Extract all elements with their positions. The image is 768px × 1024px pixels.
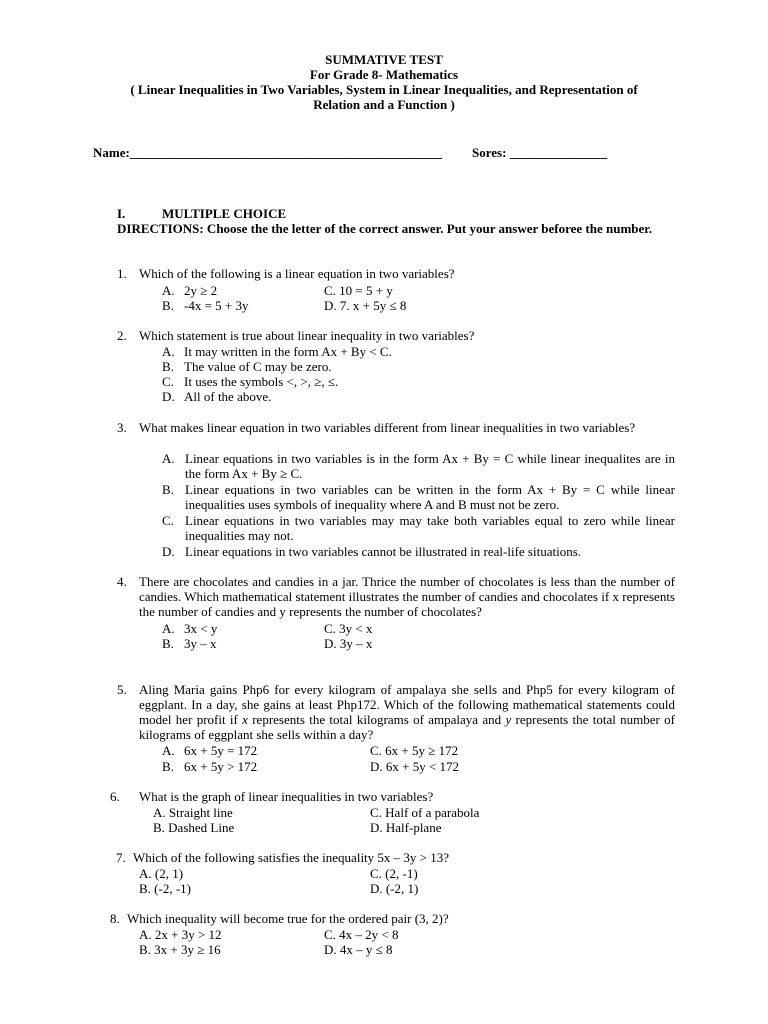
test-subtitle: For Grade 8- Mathematics: [309, 67, 459, 82]
choice-4c[interactable]: C. 3y < x: [324, 621, 373, 636]
section-title: MULTIPLE CHOICE: [162, 206, 287, 221]
choice-5d[interactable]: D. 6x + 5y < 172: [370, 759, 460, 774]
question-8-text: Which inequality will become true for the ordered pair (3, 2)?: [127, 911, 449, 926]
choice-3c-label[interactable]: C.: [162, 513, 174, 528]
choice-2c[interactable]: C. It uses the symbols <, >, ≥, ≤.: [162, 374, 339, 389]
question-2-number: 2.: [117, 328, 127, 343]
choice-3a-label[interactable]: A.: [162, 451, 175, 466]
question-6-text: What is the graph of linear inequalities in two variables?: [139, 789, 434, 804]
choice-6d[interactable]: D. Half-plane: [370, 820, 442, 835]
choice-2d[interactable]: D. All of the above.: [162, 389, 272, 404]
topics-line-1: ( Linear Inequalities in Two Variables, System in Linear Inequalities, and Representation of: [130, 82, 638, 97]
choice-8b[interactable]: B. 3x + 3y ≥ 16: [139, 942, 221, 957]
choice-3d[interactable]: Linear equations in two variables cannot be illustrated in real-life situations.: [185, 544, 582, 559]
name-label: Name:: [93, 145, 130, 160]
question-6-number: 6.: [110, 789, 120, 804]
choice-2a[interactable]: A. It may written in the form Ax + By < C.: [162, 344, 392, 359]
choice-3d-label[interactable]: D.: [162, 544, 175, 559]
score-label: Sores:: [472, 145, 507, 160]
question-4-number: 4.: [117, 574, 127, 589]
choice-7a[interactable]: A. (2, 1): [139, 866, 184, 881]
question-7-number: 7.: [116, 850, 126, 865]
choice-1d[interactable]: D. 7. x + 5y ≤ 8: [324, 298, 407, 313]
name-field: [93, 145, 442, 160]
question-1-number: 1.: [117, 266, 127, 281]
question-1-text: Which of the following is a linear equation in two variables?: [139, 266, 455, 281]
choice-7b[interactable]: B. (-2, -1): [139, 881, 191, 896]
choice-8a[interactable]: A. 2x + 3y > 12: [139, 927, 222, 942]
name-blank: ________________________________________________: [129, 145, 442, 160]
topics-line-2: Relation and a Function ): [313, 97, 455, 112]
choice-3c[interactable]: Linear equations in two variables may may take both variables equal to zero while linear inequalities may not.: [185, 513, 675, 543]
question-2-text: Which statement is true about linear inequality in two variables?: [139, 328, 475, 343]
question-7-text: Which of the following satisfies the inequality 5x – 3y > 13?: [133, 850, 450, 865]
directions: DIRECTIONS: Choose the the letter of the correct answer. Put your answer beforee the number.: [117, 221, 653, 236]
choice-8d[interactable]: D. 4x – y ≤ 8: [324, 942, 393, 957]
question-3-text: What makes linear equation in two variables different from linear inequalities in two variables?: [139, 420, 636, 435]
question-5-text: Aling Maria gains Php6 for every kilogram of ampalaya she sells and Php5 for every kilogram of eggplant. In a day, she gains at least Php172. Which of the following mathematical statements could model her profit if x represents the total kilograms of ampalaya and y represents the total number of kilograms of eggplant she sells within a day?: [139, 682, 675, 742]
choice-6b[interactable]: B. Dashed Line: [153, 820, 235, 835]
choice-4b[interactable]: B. 3y – x: [162, 636, 217, 651]
choice-1c[interactable]: C. 10 = 5 + y: [324, 283, 393, 298]
choice-4a[interactable]: A. 3x < y: [162, 621, 218, 636]
choice-3b-label[interactable]: B.: [162, 482, 174, 497]
choice-6a[interactable]: A. Straight line: [153, 805, 233, 820]
choice-2b[interactable]: B. The value of C may be zero.: [162, 359, 332, 374]
score-blank: _______________: [509, 145, 608, 160]
question-4-text: There are chocolates and candies in a jar. Thrice the number of chocolates is less than the number of candies. Which mathematical statement illustrates the number of candies and chocolates if x represents the number of candies and y represents the number of chocolates?: [139, 574, 675, 619]
choice-3b[interactable]: Linear equations in two variables can be written in the form Ax + By = C while linear inequalities uses symbols of inequality where A and B must not be zero.: [185, 482, 675, 512]
choice-1b[interactable]: B. -4x = 5 + 3y: [162, 298, 249, 313]
question-5-number: 5.: [117, 682, 127, 697]
score-field: [472, 145, 607, 160]
choice-4d[interactable]: D. 3y – x: [324, 636, 373, 651]
choice-1a[interactable]: A. 2y ≥ 2: [162, 283, 218, 298]
choice-5c[interactable]: C. 6x + 5y ≥ 172: [370, 743, 459, 758]
choice-5b[interactable]: B. 6x + 5y > 172: [162, 759, 258, 774]
choice-7c[interactable]: C. (2, -1): [370, 866, 418, 881]
question-3-number: 3.: [117, 420, 127, 435]
choice-7d[interactable]: D. (-2, 1): [370, 881, 419, 896]
choice-8c[interactable]: C. 4x – 2y < 8: [324, 927, 399, 942]
choice-3a[interactable]: Linear equations in two variables is in the form Ax + By = C while linear inequalites are in the form Ax + By ≥ C.: [185, 451, 675, 481]
choice-5a[interactable]: A. 6x + 5y = 172: [162, 743, 258, 758]
section-number: I.: [117, 206, 126, 221]
choice-6c[interactable]: C. Half of a parabola: [370, 805, 480, 820]
test-title: SUMMATIVE TEST: [325, 52, 443, 67]
question-8-number: 8.: [110, 911, 120, 926]
